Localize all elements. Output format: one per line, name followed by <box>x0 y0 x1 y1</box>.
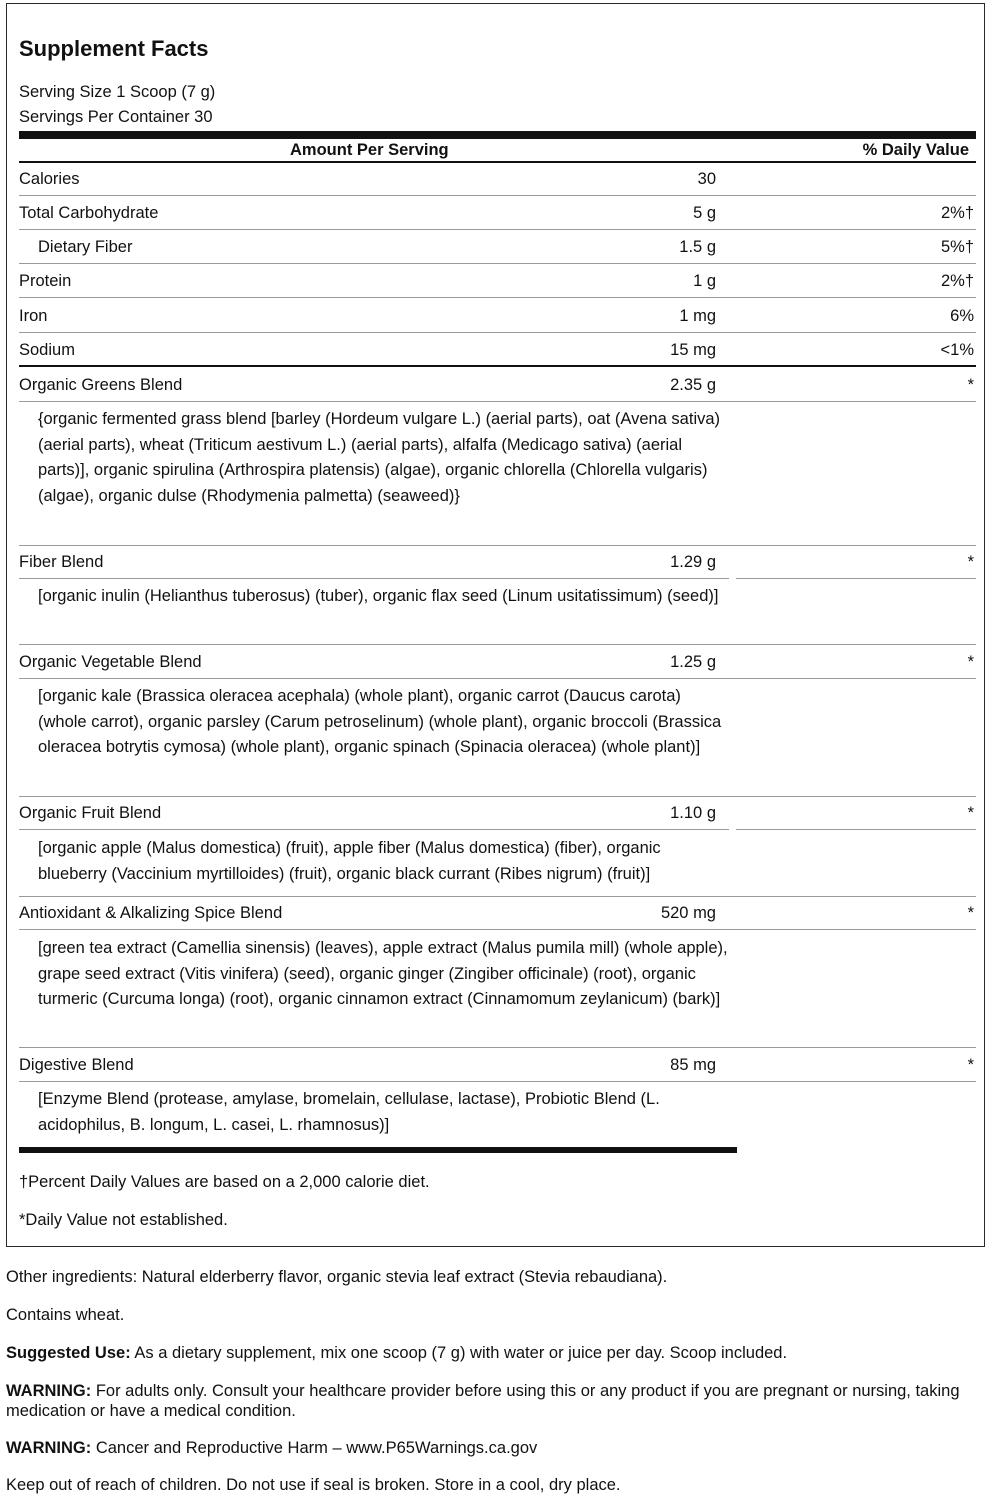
row-divider <box>19 829 729 830</box>
blend-name: Organic Greens Blend <box>19 376 183 394</box>
blend-amount: 1.25 g <box>670 653 716 671</box>
nutrient-amount: 1.5 g <box>679 238 716 256</box>
thick-rule-top <box>19 131 976 139</box>
row-divider <box>19 896 976 897</box>
blend-amount: 85 mg <box>670 1056 716 1074</box>
panel-title: Supplement Facts <box>19 36 209 61</box>
nutrient-daily-value: 5%† <box>940 238 974 256</box>
row-divider <box>19 229 976 230</box>
nutrient-amount: 15 mg <box>670 341 716 359</box>
nutrient-daily-value: 2%† <box>940 272 974 290</box>
suggested-use-label: Suggested Use: <box>6 1344 131 1362</box>
warning-label: WARNING: <box>6 1439 92 1457</box>
blend-name: Antioxidant & Alkalizing Spice Blend <box>19 904 283 922</box>
nutrient-name: Sodium <box>19 341 75 359</box>
row-divider <box>19 332 976 333</box>
suggested-use <box>6 1343 986 1363</box>
row-divider <box>19 796 976 797</box>
blend-daily-value: * <box>967 804 974 822</box>
warning-text: Cancer and Reproductive Harm – www.P65Warnings.ca.gov <box>91 1439 538 1457</box>
row-divider <box>19 678 976 679</box>
storage-instructions: Keep out of reach of children. Do not use if seal is broken. Store in a cool, dry place. <box>6 1476 621 1494</box>
blend-name: Fiber Blend <box>19 553 104 571</box>
blend-name: Digestive Blend <box>19 1056 134 1074</box>
allergen-statement: Contains wheat. <box>6 1306 125 1324</box>
row-divider <box>736 578 976 579</box>
servings-per-container: Servings Per Container 30 <box>19 108 213 126</box>
blend-name: Organic Fruit Blend <box>19 804 162 822</box>
nutrient-daily-value: 2%† <box>940 204 974 222</box>
blend-daily-value: * <box>967 1056 974 1074</box>
blend-daily-value: * <box>967 553 974 571</box>
blend-amount: 520 mg <box>660 904 716 922</box>
row-divider <box>736 829 976 830</box>
warning-adults <box>6 1381 986 1421</box>
row-divider <box>19 929 976 930</box>
blend-description: [organic kale (Brassica oleracea acephala) (whole plant), organic carrot (Daucus carota) (whole carrot), organic parsley (Carum petroselinum) (whole plant), organic broccoli (Brassica oleracea botrytis cymosa) (whole plant), organic spinach (Spinacia oleracea) (whole plant)] <box>38 687 722 757</box>
nutrient-name: Iron <box>19 307 48 325</box>
row-divider <box>19 297 976 298</box>
warning-prop65 <box>6 1438 986 1458</box>
amount-per-serving-header: Amount Per Serving <box>290 141 449 159</box>
nutrient-amount: 1 g <box>693 272 716 290</box>
row-divider <box>19 401 976 402</box>
blend-amount: 1.29 g <box>670 553 716 571</box>
serving-size: Serving Size 1 Scoop (7 g) <box>19 83 216 101</box>
blend-description: [organic inulin (Helianthus tuberosus) (tuber), organic flax seed (Linum usitatissimum) (seed)] <box>38 587 719 605</box>
blend-description: [Enzyme Blend (protease, amylase, bromelain, cellulase, lactase), Probiotic Blend (L. acidophilus, B. longum, L. casei, L. rhamnosus)] <box>38 1090 660 1134</box>
nutrient-name: Calories <box>19 170 80 188</box>
row-divider <box>19 195 976 196</box>
supplement-facts-panel <box>6 3 985 1247</box>
section-rule <box>19 365 976 367</box>
footnote-daily-values: †Percent Daily Values are based on a 2,000 calorie diet. <box>19 1173 430 1191</box>
row-divider <box>19 1047 976 1048</box>
other-ingredients: Other ingredients: Natural elderberry flavor, organic stevia leaf extract (Stevia rebaudiana). <box>6 1268 668 1286</box>
blend-description: [green tea extract (Camellia sinensis) (leaves), apple extract (Malus pumila mill) (whole apple), grape seed extract (Vitis vinifera) (seed), organic ginger (Zingiber officinale) (root), organic turmeric (Curcuma longa) (root), organic cinnamon extract (Cinnamomum zeylanicum) (bark)] <box>38 939 728 1009</box>
thick-rule-bottom <box>19 1147 737 1153</box>
row-divider <box>19 263 976 264</box>
header-rule <box>19 161 976 163</box>
nutrient-name: Total Carbohydrate <box>19 204 159 222</box>
nutrient-amount: 30 <box>697 170 716 188</box>
blend-daily-value: * <box>967 904 974 922</box>
nutrient-name: Dietary Fiber <box>38 238 133 256</box>
blend-description: [organic apple (Malus domestica) (fruit), apple fiber (Malus domestica) (fiber), organic blueberry (Vaccinium myrtilloides) (fruit), organic black currant (Ribes nigrum) (fruit)] <box>38 839 661 883</box>
row-divider <box>19 644 976 645</box>
blend-daily-value: * <box>967 653 974 671</box>
blend-amount: 1.10 g <box>670 804 716 822</box>
warning-label: WARNING: <box>6 1382 92 1400</box>
daily-value-header: % Daily Value <box>862 141 969 159</box>
row-divider <box>19 578 729 579</box>
nutrient-daily-value: <1% <box>940 341 974 359</box>
row-divider <box>19 1081 976 1082</box>
row-divider <box>19 545 976 546</box>
blend-name: Organic Vegetable Blend <box>19 653 202 671</box>
blend-daily-value: * <box>967 376 974 394</box>
blend-amount: 2.35 g <box>670 376 716 394</box>
nutrient-name: Protein <box>19 272 72 290</box>
blend-description: {organic fermented grass blend [barley (Hordeum vulgare L.) (aerial parts), oat (Avena sativa) (aerial parts), wheat (Triticum aestivum L.) (aerial parts), alfalfa (Medicago sativa) (aerial parts)], organic spirulina (Arthrospira platensis) (algae), organic chlorella (Chlorella vulgaris) (algae), organic dulse (Rhodymenia palmetta) (seaweed)} <box>38 410 721 506</box>
nutrient-amount: 1 mg <box>679 307 716 325</box>
footnote-not-established: *Daily Value not established. <box>19 1211 228 1229</box>
nutrient-daily-value: 6% <box>950 307 974 325</box>
suggested-use-text: As a dietary supplement, mix one scoop (7 g) with water or juice per day. Scoop included. <box>130 1344 788 1362</box>
nutrient-amount: 5 g <box>693 204 716 222</box>
warning-text: For adults only. Consult your healthcare provider before using this or any product if you are pregnant or nursing, taking medication or have a medical condition. <box>6 1382 960 1420</box>
